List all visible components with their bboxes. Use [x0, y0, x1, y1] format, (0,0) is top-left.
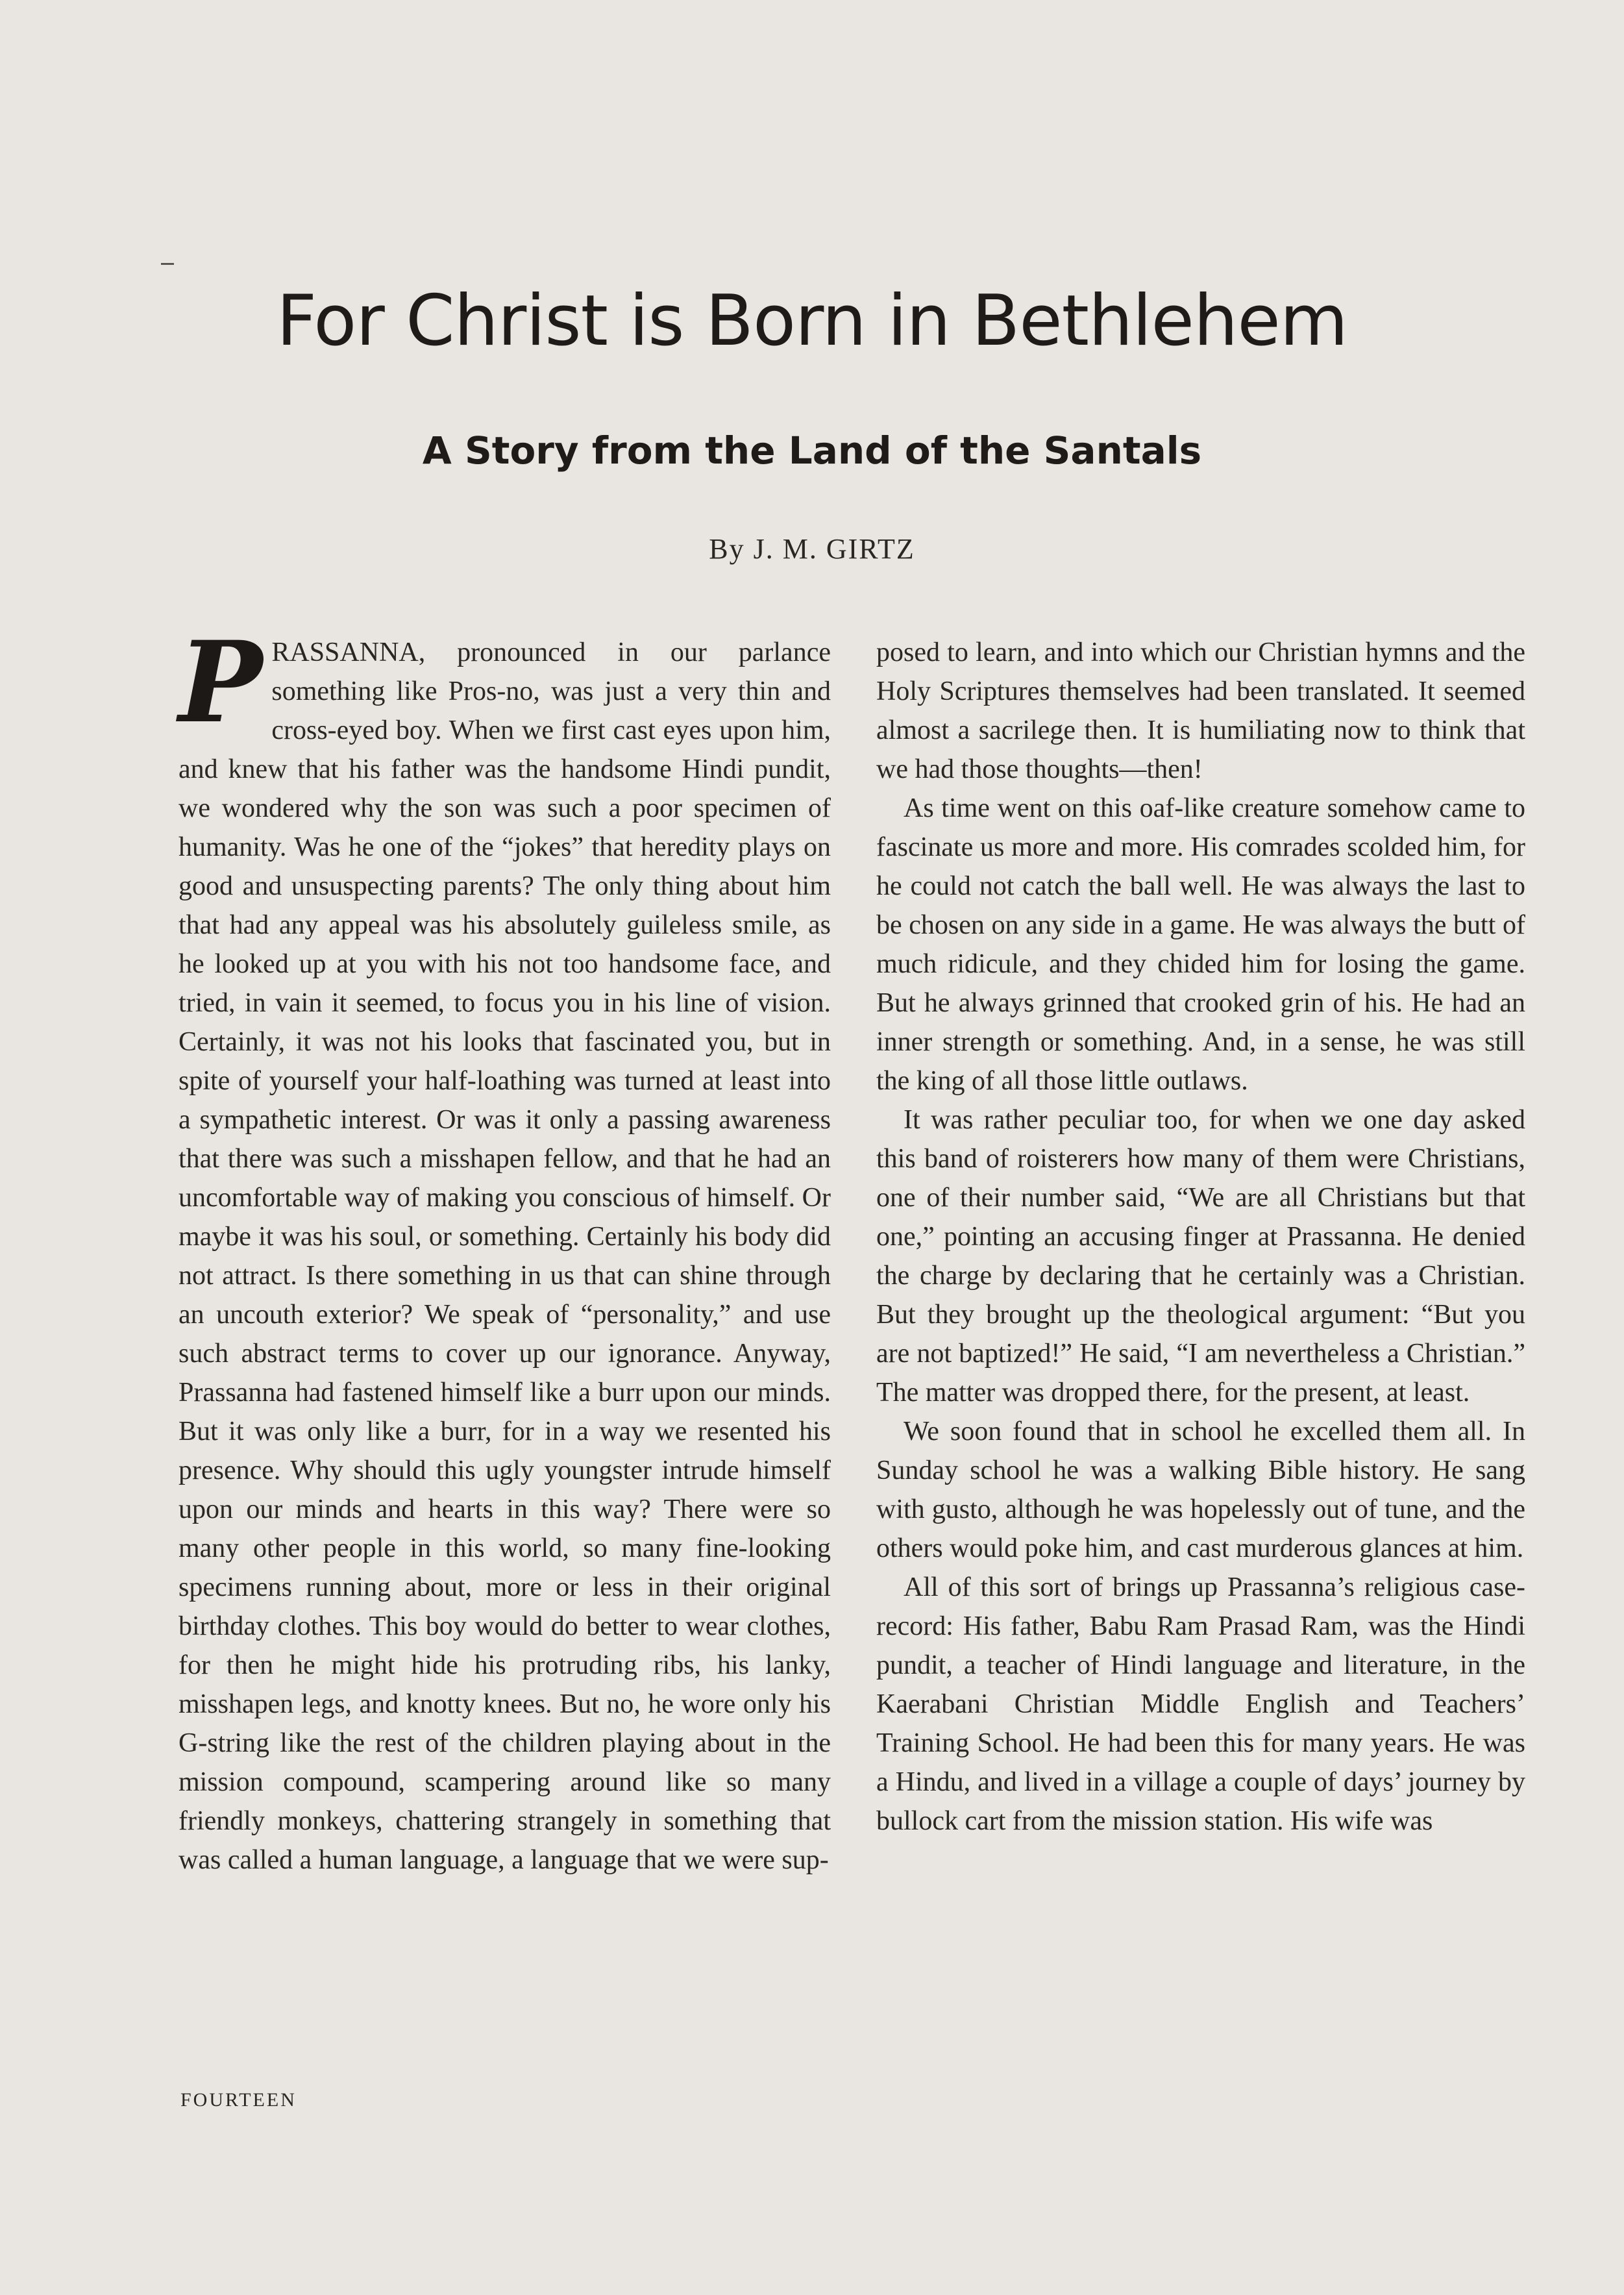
paragraph: As time went on this oaf-like creature somehow came to fascinate us more and more. His comrades scolded him, for he could not catch the ball well. He was always the last to be chosen on any side in a game. He was always the butt of much ridicule, and they chided him for losing the game. But he always grinned that crooked grin of his. He had an inner strength or something. And, in a sense, he was still the king of all those little outlaws.	[876, 793, 1525, 1096]
paragraph: It was rather peculiar too, for when we one day asked this band of roisterers how many of them were Christians, one of their number said, “We are all Christians but that one,” pointing an accusing finger at Prassanna. He denied the charge by declaring that he certainly was a Christian. But they brought up the theological argument: “But you are not baptized!” He said, “I am nevertheless a Christian.” The matter was dropped there, for the present, at least.	[876, 1105, 1525, 1408]
article-title: For Christ is Born in Bethlehem	[276, 280, 1347, 362]
paragraph: We soon found that in school he excelled them all. In Sunday school he was a walking Bible history. He sang with gusto, although he was hopelessly out of tune, and the others would poke him, and cast murderous glances at him.	[876, 1417, 1525, 1563]
article-subtitle: A Story from the Land of the Santals	[422, 428, 1202, 473]
margin-mark	[161, 263, 174, 265]
left-column	[178, 616, 831, 1879]
paragraph: All of this sort of brings up Prassanna’s religious case-record: His father, Babu Ram Prasad Ram, was the Hindi pundit, a teacher of Hindi language and literature, in the Kaerabani Christian Middle English and Teachers’ Training School. He had been this for many years. He was a Hindu, and lived in a village a couple of days’ journey by bullock cart from the mission station. His wife was	[876, 1572, 1525, 1836]
paragraph	[178, 616, 831, 1879]
drop-cap: P	[178, 616, 263, 748]
right-column	[876, 633, 1525, 1841]
byline: By J. M. GIRTZ	[709, 533, 915, 565]
paragraph-text: RASSANNA, pronounced in our parlance something like Pros-no, was just a very thin and cross-eyed boy. When we first cast eyes upon him, and knew that his father was the handsome Hindi pundit, we wondered why the son was such a poor specimen of humanity. Was he one of the “jokes” that heredity plays on good and unsuspecting parents? The only thing about him that had any appeal was his absolutely guileless smile, as he looked up at you with his not too handsome face, and tried, in vain it seemed, to focus you in his line of vision. Certainly, it was not his looks that fascinated you, but in spite of yourself your half-loathing was turned at least into a sympathetic interest. Or was it only a passing awareness that there was such a misshapen fellow, and that he had an uncomfortable way of making you conscious of himself. Or maybe it was his soul, or something. Certainly his body did not attract. Is there something in us that can shine through an uncouth exterior? We speak of “personality,” and use such abstract terms to cover up our ignorance. Anyway, Prassanna had fastened himself like a burr upon our minds. But it was only like a burr, for in a way we resented his presence. Why should this ugly youngster intrude himself upon our minds and hearts in this way? There were so many other people in this world, so many fine-looking specimens running about, more or less in their original birthday clothes. This boy would do better to wear clothes, for then he might hide his protruding ribs, his lanky, misshapen legs, and knotty knees. But no, he wore only his G-string like the rest of the children playing about in the mission compound, scampering around like so many friendly monkeys, chattering strangely in something that was called a human language, a language that we were sup-	[178, 638, 831, 1875]
paragraph: posed to learn, and into which our Christian hymns and the Holy Scriptures themselves had been translated. It seemed almost a sacrilege then. It is humiliating now to think that we had those thoughts—then!	[876, 638, 1525, 784]
page-number: FOURTEEN	[180, 2089, 297, 2111]
